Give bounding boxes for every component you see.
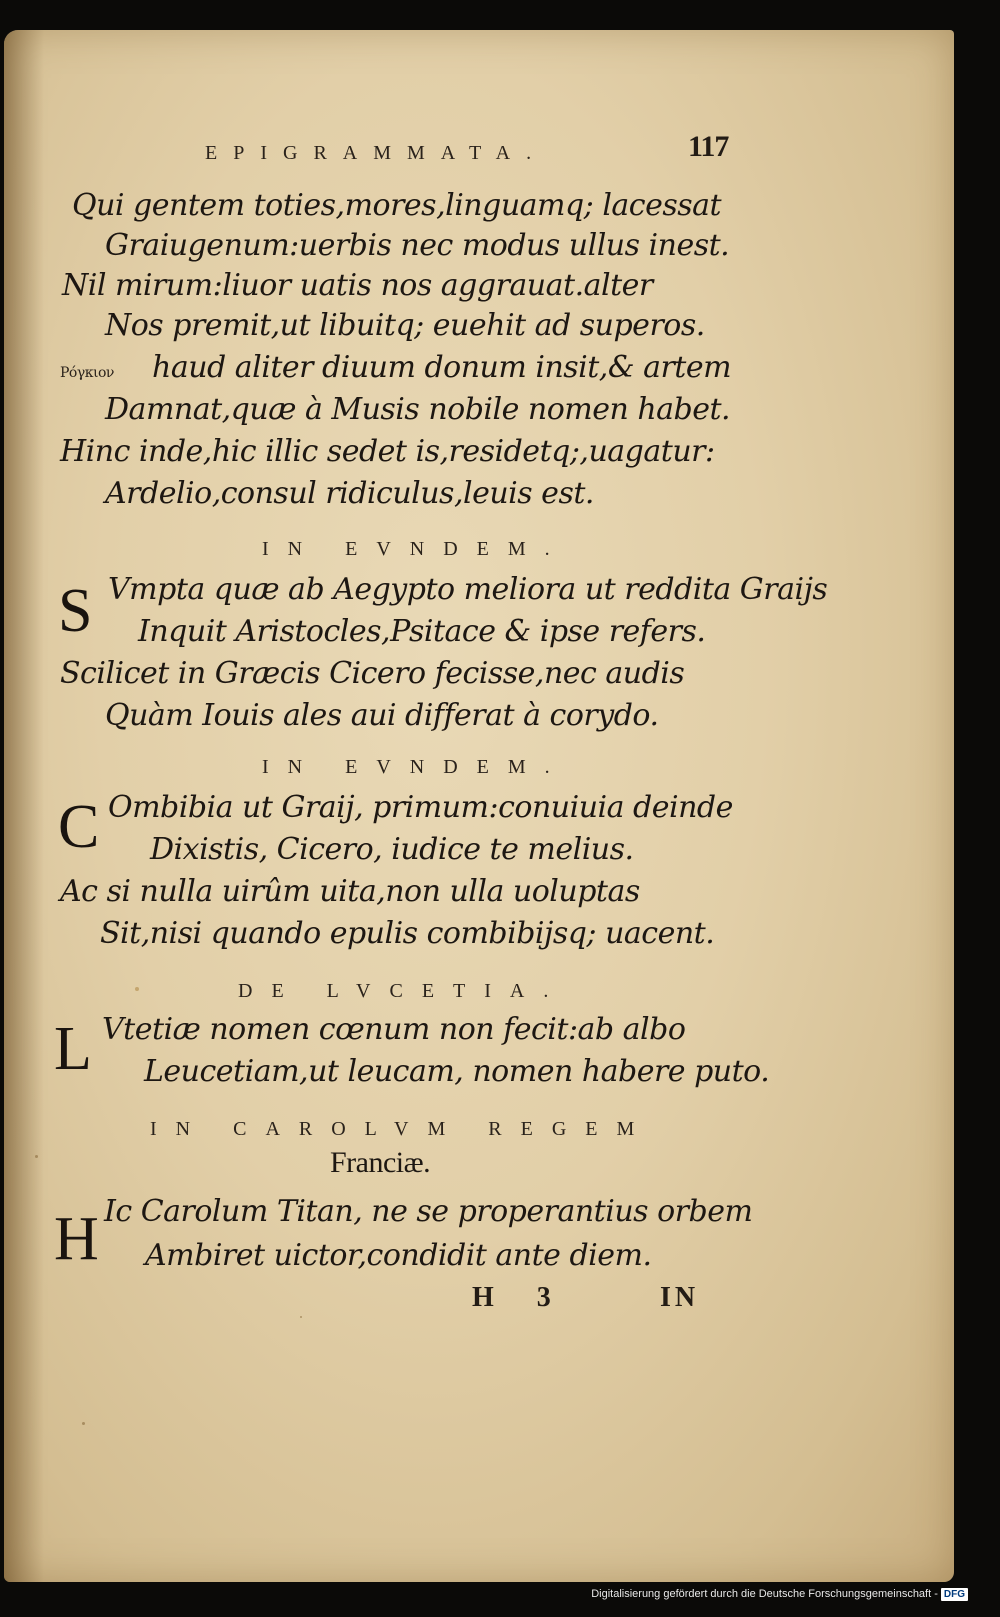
paper-speck xyxy=(300,1316,302,1318)
running-head: EPIGRAMMATA. xyxy=(205,142,548,164)
verse-line: Sit,nisi quando epulis combibijsq; uacent. xyxy=(100,916,715,951)
verse-line: Ardelio,consul ridiculus,leuis est. xyxy=(105,476,594,511)
digitization-credit xyxy=(591,1583,968,1605)
credit-text: Digitalisierung gefördert durch die Deutsche Forschungsgemeinschaft - xyxy=(591,1588,938,1600)
verse-line: Ombibia ut Graij, primum:conuiuia deinde xyxy=(108,790,733,825)
verse-line: Ambiret uictor,condidit ante diem. xyxy=(145,1238,652,1273)
drop-capital: C xyxy=(58,793,100,861)
drop-capital: L xyxy=(54,1015,92,1083)
section-subheading: Franciæ. xyxy=(330,1146,431,1179)
greek-word: Pόγκιον xyxy=(60,365,114,381)
verse-line: Ic Carolum Titan, ne se properantius orbem xyxy=(104,1194,753,1229)
verse-line: haud aliter diuum donum insit,& artem xyxy=(152,350,732,385)
signature-mark: H 3 xyxy=(472,1282,569,1313)
verse-line: Scilicet in Græcis Cicero fecisse,nec audis xyxy=(60,656,685,691)
verse-line: Ac si nulla uirûm uita,non ulla uoluptas xyxy=(60,874,640,909)
section-heading: IN EVNDEM. xyxy=(262,538,569,560)
dfg-logo-icon: DFG xyxy=(941,1588,968,1601)
verse-line: Leucetiam,ut leucam, nomen habere puto. xyxy=(144,1054,770,1089)
verse-line: Inquit Aristocles,Psitace & ipse refers. xyxy=(138,614,706,649)
verse-line: Hinc inde,hic illic sedet is,residetq;,uagatur: xyxy=(60,434,715,469)
verse-line: Damnat,quæ à Musis nobile nomen habet. xyxy=(105,392,731,427)
drop-capital: S xyxy=(58,577,93,645)
verse-line: Qui gentem toties,mores,linguamq; lacessat xyxy=(72,188,722,223)
section-heading: IN CAROLVM REGEM xyxy=(150,1118,654,1140)
paper-speck xyxy=(82,1422,85,1425)
verse-line: Dixistis, Cicero, iudice te melius. xyxy=(150,832,634,867)
paper-speck xyxy=(135,987,139,991)
section-heading: IN EVNDEM. xyxy=(262,756,569,778)
verse-line: Quàm Iouis ales aui differat à corydo. xyxy=(105,698,659,733)
verse-line: Vmpta quæ ab Aegypto meliora ut reddita Graijs xyxy=(108,572,828,607)
drop-capital: H xyxy=(54,1205,99,1273)
section-heading: DE LVCETIA. xyxy=(238,980,568,1002)
page-number: 117 xyxy=(688,130,729,163)
verse-line: Nil mirum:liuor uatis nos aggrauat.alter xyxy=(62,268,653,303)
verse-line: Vtetiæ nomen cœnum non fecit:ab albo xyxy=(102,1012,686,1047)
verse-line: Nos premit,ut libuitq; euehit ad superos. xyxy=(105,308,705,343)
verse-line: Graiugenum:uerbis nec modus ullus inest. xyxy=(105,228,730,263)
catchword: IN xyxy=(660,1282,700,1313)
paper-speck xyxy=(35,1155,38,1158)
